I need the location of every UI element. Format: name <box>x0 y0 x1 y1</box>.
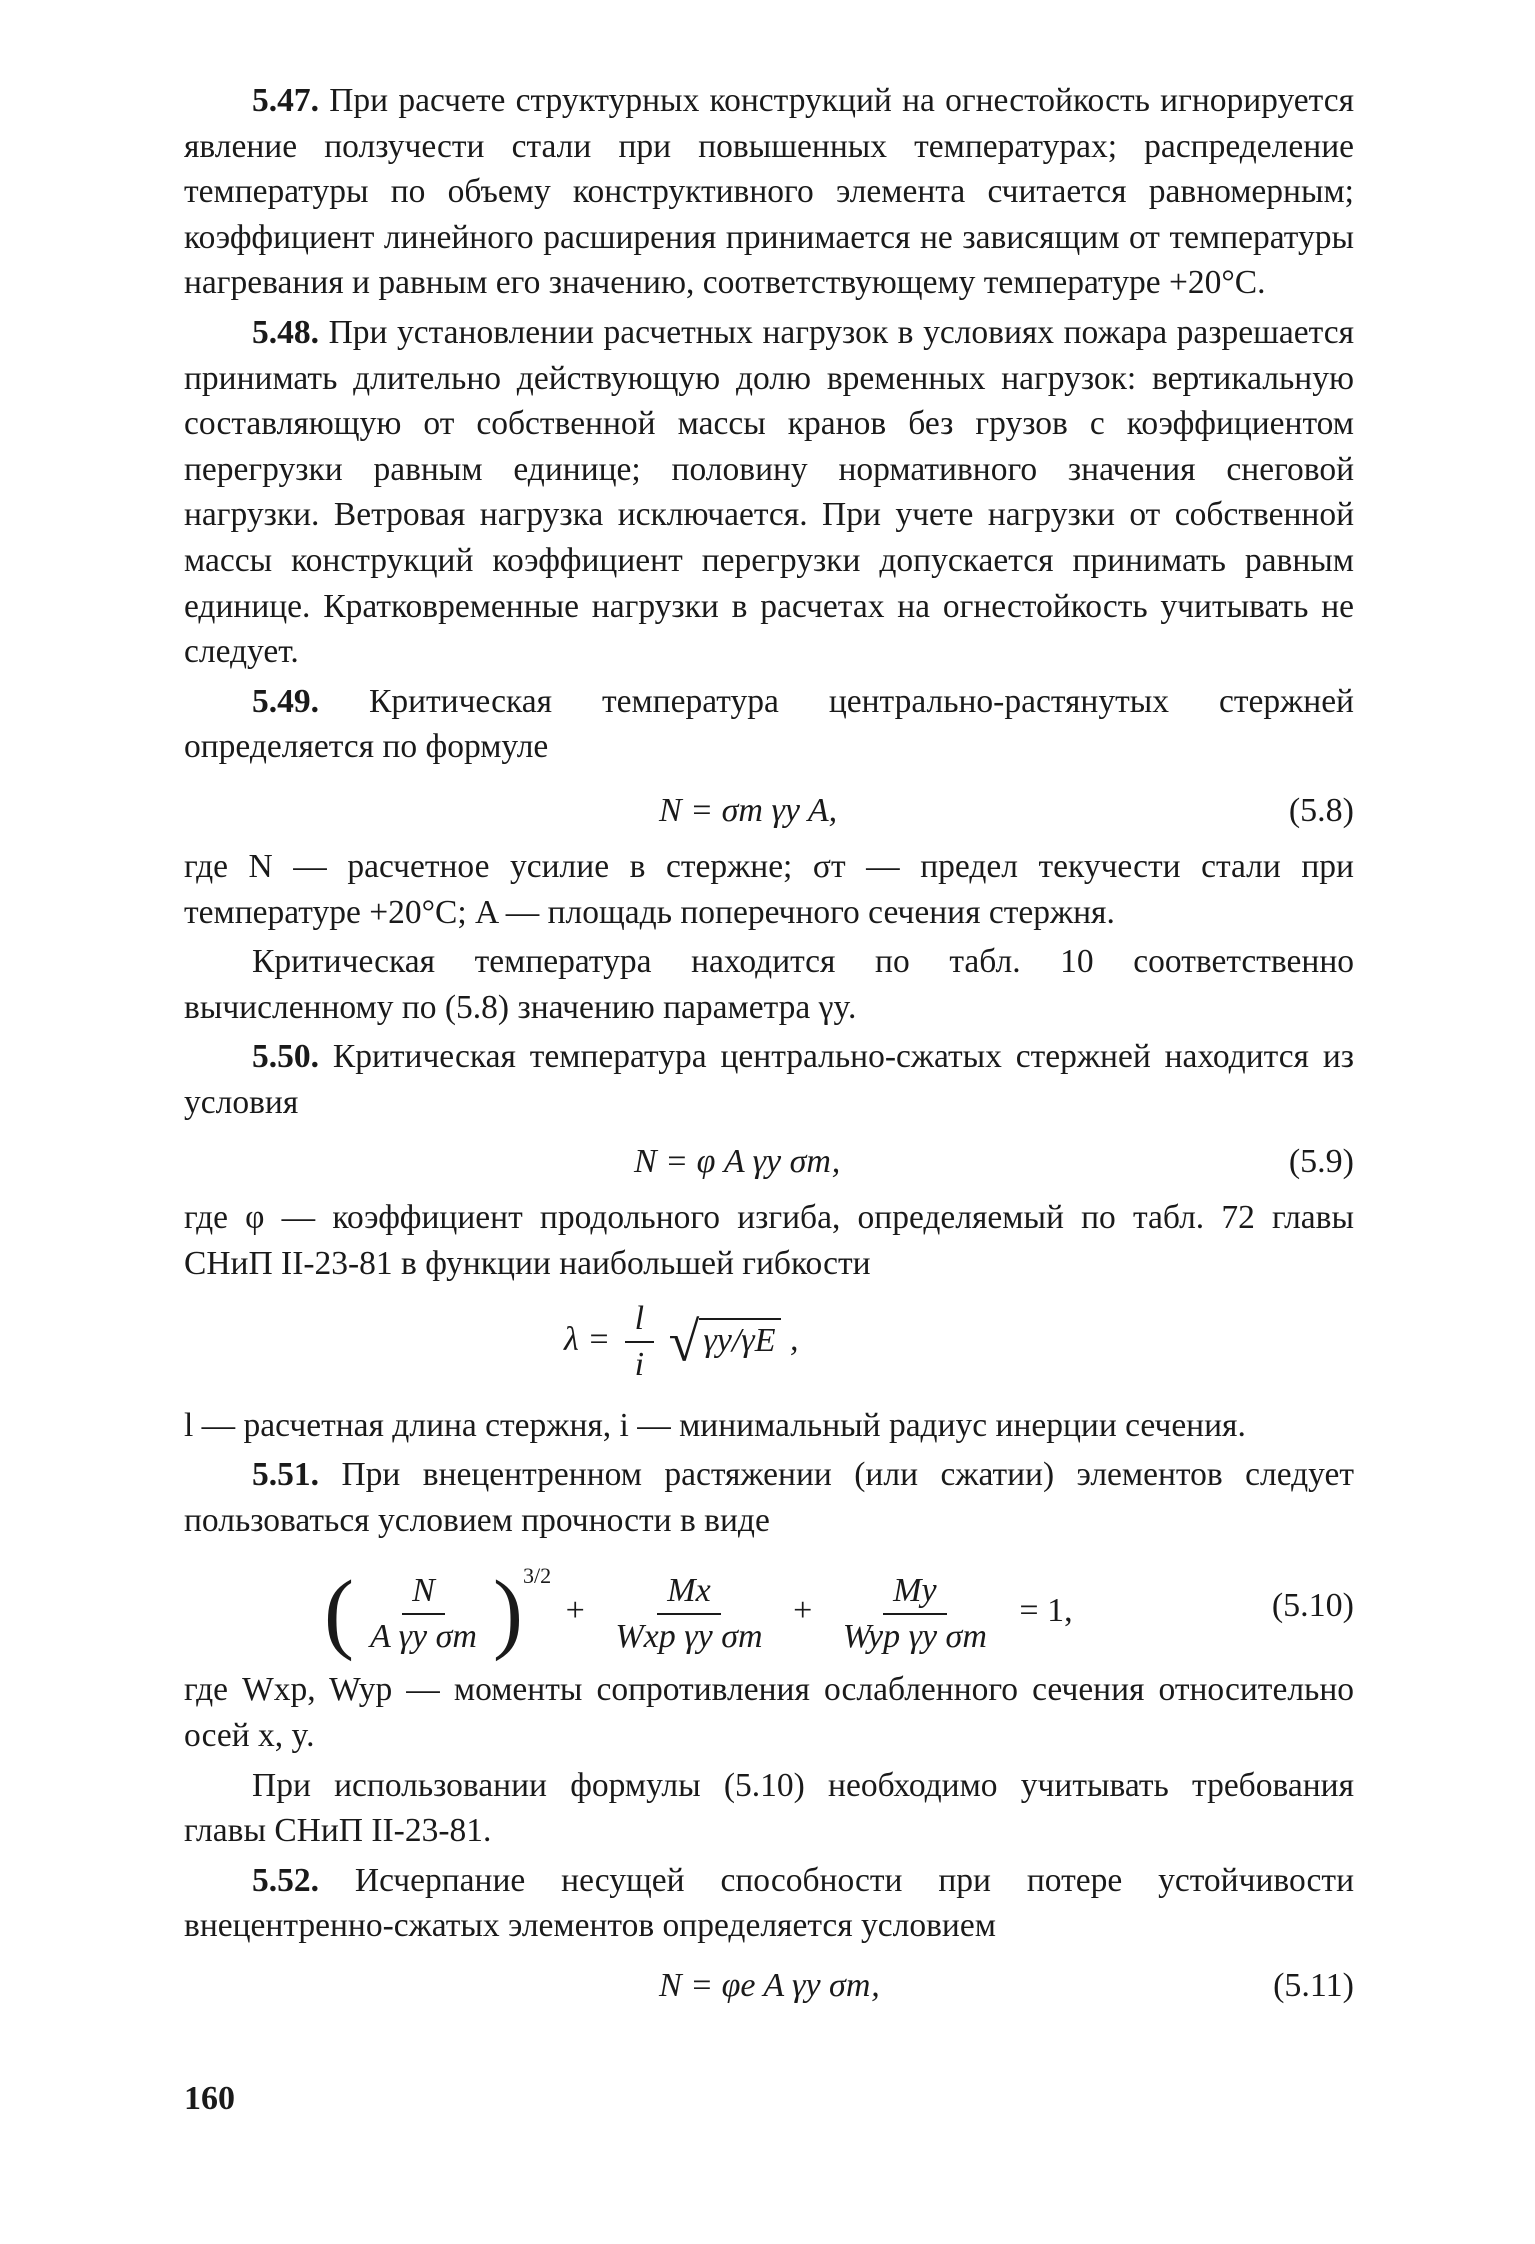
paragraph-text: Критическая температура центрально-сжатых стержней находится из условия <box>184 1038 1354 1121</box>
denominator: Wyp γy σт <box>842 1617 987 1655</box>
numerator: l <box>625 1299 654 1343</box>
paragraph-5-52 <box>184 1858 1354 1949</box>
paragraph-5-50 <box>184 1034 1354 1125</box>
numerator: My <box>883 1571 946 1615</box>
paragraph-5-48 <box>184 310 1354 675</box>
page-number: 160 <box>184 2080 235 2117</box>
equals-one: = 1, <box>1019 1592 1073 1630</box>
formula-number: (5.8) <box>1288 791 1354 829</box>
paragraph-5-49 <box>184 679 1354 770</box>
plus-sign: + <box>565 1592 585 1630</box>
section-number: 5.50. <box>252 1038 319 1076</box>
formula-5-10 <box>184 1551 1354 1663</box>
exponent: 3/2 <box>522 1563 552 1589</box>
section-number: 5.52. <box>252 1861 319 1899</box>
formula-number: (5.9) <box>1288 1143 1354 1181</box>
paragraph-text: При внецентренном растяжении (или сжатии) элементов следует пользоваться условием прочности в виде <box>184 1456 1354 1539</box>
section-number: 5.49. <box>252 682 319 720</box>
paragraph-text: При расчете структурных конструкций на огнестойкость игнорируется явление ползучести стали при повышенных температурах; распределение температуры по объему конструктивного элемента считается равномерным; коэффициент линейного расширения принимается не зависящим от температуры нагревания и равным его значению, соответствующему температуре +20°С. <box>184 82 1354 302</box>
note-5-10: При использовании формулы (5.10) необходимо учитывать требования главы СНиП II-23-81. <box>184 1766 1354 1850</box>
radical-sign-icon: √ <box>668 1311 700 1374</box>
section-number: 5.47. <box>252 82 319 119</box>
formula-text: N = φ A γy σт, <box>634 1143 841 1181</box>
numerator: Mx <box>657 1571 720 1615</box>
denominator: Wxp γy σт <box>615 1617 763 1655</box>
formula-5-11 <box>184 1957 1354 2015</box>
formula-number: (5.10) <box>1271 1587 1354 1625</box>
where-5-9: где φ — коэффициент продольного изгиба, определяемый по табл. 72 главы СНиП II-23-81 в функции наибольшей гибкости <box>184 1199 1354 1283</box>
plus-sign: + <box>793 1592 813 1630</box>
section-number: 5.51. <box>252 1456 319 1494</box>
formula-5-8 <box>184 778 1354 840</box>
formula-5-10-body <box>324 1553 1073 1663</box>
denominator: i <box>634 1345 645 1383</box>
formula-text: N = φe A γy σт, <box>659 1967 880 2004</box>
fraction-l-over-i <box>625 1299 654 1385</box>
formula-lambda <box>184 1295 1354 1399</box>
right-paren-icon: ) <box>492 1563 523 1663</box>
where-5-8: где N — расчетное усилие в стержне; σт — предел текучести стали при температуре +20°С; A — площадь поперечного сечения стержня. <box>184 847 1354 931</box>
numerator: N <box>402 1571 445 1615</box>
fraction-3 <box>833 1571 997 1657</box>
lambda-lhs: λ = <box>564 1320 611 1358</box>
page-body <box>184 78 1354 2019</box>
left-paren-icon: ( <box>324 1563 354 1663</box>
note-5-8: Критическая температура находится по табл. 10 соответственно вычисленному по (5.8) значению параметра γy. <box>184 943 1354 1026</box>
fraction-2 <box>605 1571 772 1657</box>
fraction-1 <box>360 1571 487 1657</box>
paragraph-5-47 <box>184 78 1354 306</box>
section-number: 5.48. <box>252 313 319 351</box>
formula-text: N = σт γy A, <box>659 791 838 829</box>
square-root <box>668 1311 782 1374</box>
formula-number: (5.11) <box>1273 1967 1354 2004</box>
formula-tail: , <box>789 1320 799 1358</box>
paragraph-text: При установлении расчетных нагрузок в условиях пожара разрешается принимать длительно действующую долю временных нагрузок: вертикальную составляющую от собственной массы кранов без грузов с коэффициентом перегрузки равным единице; половину нормативного значения снеговой нагрузки. Ветровая нагрузка исключается. При учете нагрузки от собственной массы конструкций коэффициент перегрузки допускается принимать равным единице. Кратковременные нагрузки в расчетах на огнестойкость учитывать не следует. <box>184 313 1354 671</box>
where-lambda: l — расчетная длина стержня, i — минимальный радиус инерции сечения. <box>184 1406 1246 1444</box>
where-5-10: где Wxp, Wyp — моменты сопротивления ослабленного сечения относительно осей x, y. <box>184 1671 1354 1755</box>
radicand: γy/γE <box>699 1318 781 1359</box>
formula-5-9 <box>184 1133 1354 1191</box>
paragraph-text: Критическая температура центрально-растянутых стержней определяется по формуле <box>184 682 1354 766</box>
lambda-formula <box>564 1299 798 1385</box>
paragraph-5-51 <box>184 1452 1354 1543</box>
denominator: A γy σт <box>369 1617 477 1655</box>
paragraph-text: Исчерпание несущей способности при потере устойчивости внецентренно-сжатых элементов определяется условием <box>184 1861 1354 1945</box>
